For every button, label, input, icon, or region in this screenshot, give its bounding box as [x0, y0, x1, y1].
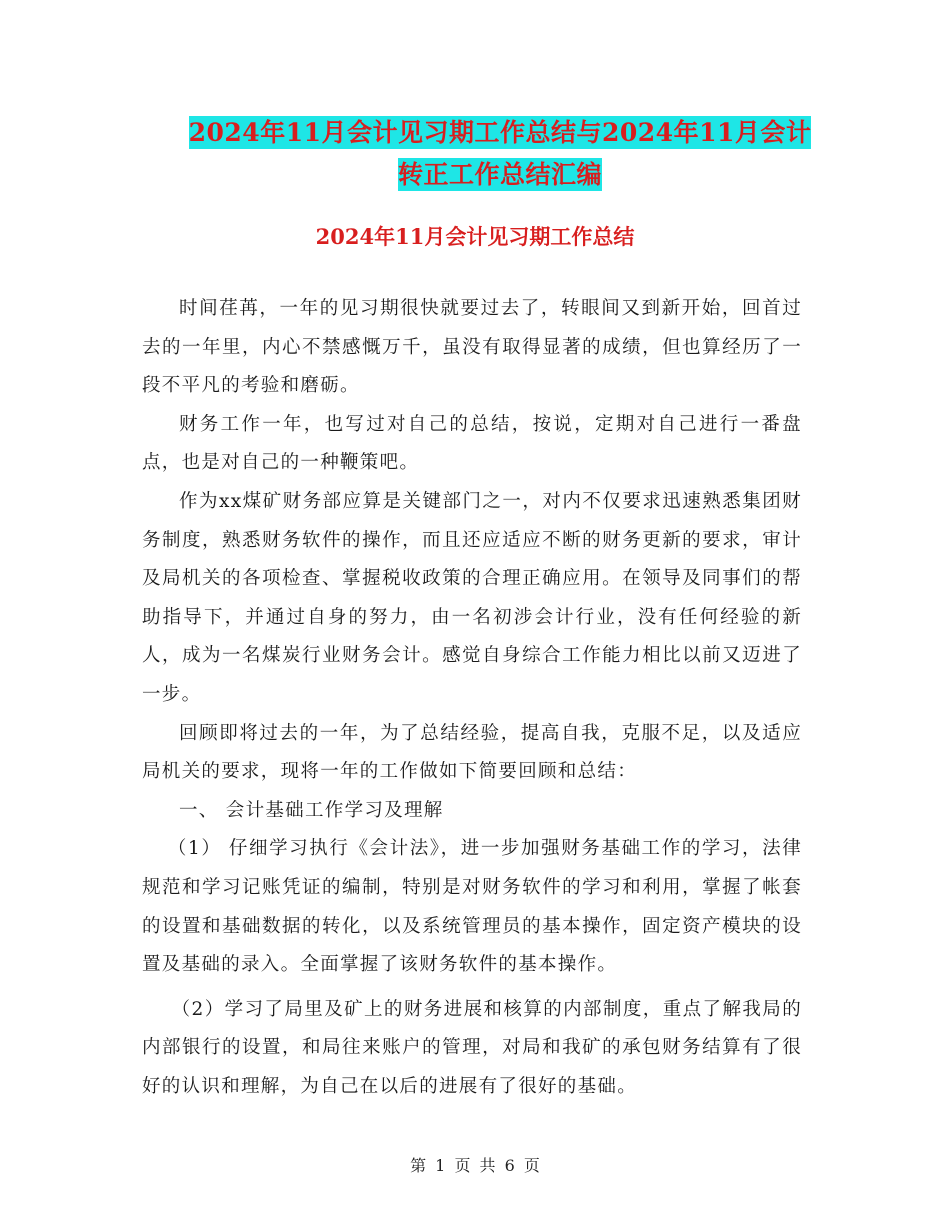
page-footer: 第 1 页 共 6 页	[410, 1156, 540, 1175]
document-body	[142, 290, 802, 1106]
document-title-line-2: 转正工作总结汇编	[397, 160, 602, 189]
document-title	[150, 112, 850, 196]
document-title-line-1: 2024年11月会计见习期工作总结与2024年11月会计	[188, 118, 812, 147]
section-title: 2024年11月会计见习期工作总结	[315, 224, 635, 249]
paragraph: 回顾即将过去的一年，为了总结经验，提高自我，克服不足，以及适应局机关的要求，现将一年的工作做如下简要回顾和总结：	[142, 722, 802, 783]
list-item-2: （2）学习了局里及矿上的财务进展和核算的内部制度，重点了解我局的内部银行的设置，和局往来账户的管理，对局和我矿的承包财务结算有了很好的认识和理解，为自己在以后的进展有了很好的基础。	[142, 998, 802, 1097]
list-item-1: （1） 仔细学习执行《会计法》，进一步加强财务基础工作的学习，法律规范和学习记账凭证的编制，特别是对财务软件的学习和利用，掌握了帐套的设置和基础数据的转化，以及系统管理员的基本操作，固定资产模块的设置及基础的录入。全面掌握了该财务软件的基本操作。	[142, 838, 802, 976]
paragraph: 作为xx煤矿财务部应算是关键部门之一，对内不仅要求迅速熟悉集团财务制度，熟悉财务软件的操作，而且还应适应不断的财务更新的要求，审计及局机关的各项检查、掌握税收政策的合理正确应用。在领导及同事们的帮助指导下，并通过自身的努力，由一名初涉会计行业，没有任何经验的新人，成为一名煤炭行业财务会计。感觉自身综合工作能力相比以前又迈进了一步。	[142, 490, 802, 705]
heading-1: 一、 会计基础工作学习及理解	[179, 799, 444, 821]
paragraph: 财务工作一年，也写过对自己的总结，按说，定期对自己进行一番盘点，也是对自己的一种鞭策吧。	[142, 413, 802, 474]
paragraph: 时间荏苒，一年的见习期很快就要过去了，转眼间又到新开始，回首过去的一年里，内心不禁感慨万千，虽没有取得显著的成绩，但也算经历了一段不平凡的考验和磨砺。	[142, 298, 802, 397]
